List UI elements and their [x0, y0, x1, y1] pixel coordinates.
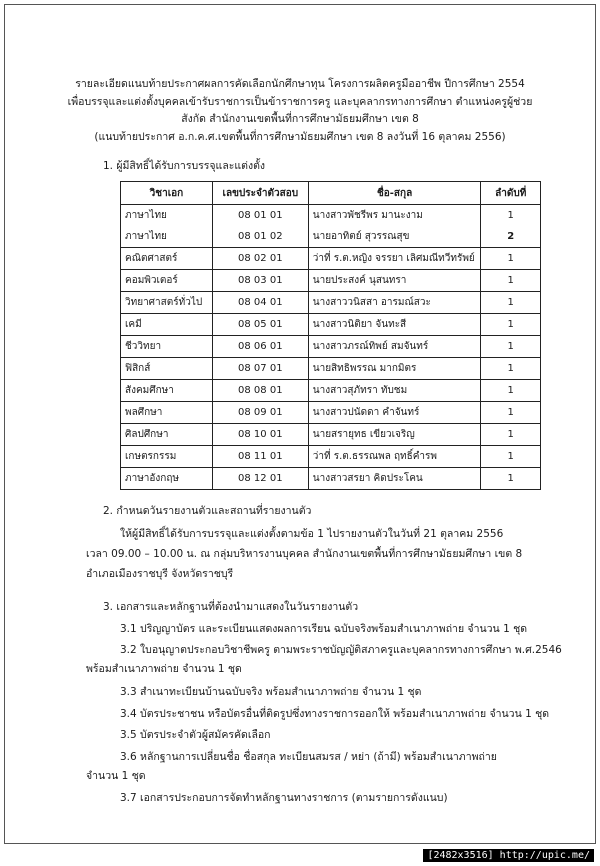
table-row — [121, 358, 541, 380]
cell-order: 1 — [481, 270, 541, 292]
table-row — [121, 336, 541, 358]
cell-name: นายประสงค์ นุสนทรา — [308, 270, 481, 292]
cell-name: นางสาวนิติยา จันทะสี — [308, 314, 481, 336]
cell-name: นางสาวภรณ์ทิพย์ สมจันทร์ — [308, 336, 481, 358]
table-row — [121, 226, 541, 248]
cell-subject: ชีววิทยา — [121, 336, 213, 358]
cell-subject: เคมี — [121, 314, 213, 336]
section-2-line-1: ให้ผู้มีสิทธิ์ได้รับการบรรจุและแต่งตั้งตามข้อ 1 ไปรายงานตัวในวันที่ 21 ตุลาคม 2556 — [120, 528, 504, 540]
cell-name: นางสาววนิสสา อารมณ์สวะ — [308, 292, 481, 314]
cell-name: นางสาวสุภัทรา ทับชม — [308, 380, 481, 402]
cell-subject: ภาษาไทย — [121, 226, 213, 248]
item-3-2-line-1: 3.2 ใบอนุญาตประกอบวิชาชีพครู ตามพระราชบัญญัติสภาครูและบุคลากรทางการศึกษา พ.ศ.2546 — [120, 644, 562, 656]
item-3-5: 3.5 บัตรประจำตัวผู้สมัครคัดเลือก — [120, 729, 271, 741]
table-row — [121, 248, 541, 270]
header-line-4: (แนบท้ายประกาศ อ.ก.ค.ศ.เขตพื้นที่การศึกษามัธยมศึกษา เขต 8 ลงวันที่ 16 ตุลาคม 2556) — [94, 130, 506, 143]
cell-exam-id: 08 11 01 — [212, 446, 308, 468]
cell-order: 1 — [481, 248, 541, 270]
cell-order: 1 — [481, 358, 541, 380]
cell-order: 1 — [481, 380, 541, 402]
header-line-3: สังกัด สำนักงานเขตพื้นที่การศึกษามัธยมศึกษา เขต 8 — [181, 113, 419, 125]
cell-exam-id: 08 05 01 — [212, 314, 308, 336]
cell-exam-id: 08 08 01 — [212, 380, 308, 402]
cell-subject: สังคมศึกษา — [121, 380, 213, 402]
table-row — [121, 402, 541, 424]
cell-exam-id: 08 03 01 — [212, 270, 308, 292]
header-line-2: เพื่อบรรจุและแต่งตั้งบุคคลเข้ารับราชการเป็นข้าราชการครู และบุคลากรทางการศึกษา ตำแหน่งครูผู้ช่วย — [67, 95, 533, 108]
item-3-2-line-2: พร้อมสำเนาภาพถ่าย จำนวน 1 ชุด — [86, 663, 242, 675]
cell-exam-id: 08 12 01 — [212, 468, 308, 490]
column-header-order: ลำดับที่ — [481, 182, 541, 205]
column-header-subject: วิชาเอก — [121, 182, 213, 205]
item-3-6-line-1: 3.6 หลักฐานการเปลี่ยนชื่อ ชื่อสกุล ทะเบียนสมรส / หย่า (ถ้ามี) พร้อมสำเนาภาพถ่าย — [120, 751, 497, 763]
column-header-name: ชื่อ-สกุล — [308, 182, 481, 205]
table-row — [121, 205, 541, 227]
cell-exam-id: 08 01 02 — [212, 226, 308, 248]
cell-order: 1 — [481, 468, 541, 490]
cell-exam-id: 08 01 01 — [212, 205, 308, 227]
cell-order: 2 — [481, 226, 541, 248]
section-3-title: 3. เอกสารและหลักฐานที่ต้องนำมาแสดงในวันรายงานตัว — [103, 601, 359, 613]
column-header-exam-id: เลขประจำตัวสอบ — [212, 182, 308, 205]
cell-name: ว่าที่ ร.ต.ธรรณพล ฤทธิ์คำรพ — [308, 446, 481, 468]
cell-subject: เกษตรกรรม — [121, 446, 213, 468]
cell-subject: พลศึกษา — [121, 402, 213, 424]
table-row — [121, 314, 541, 336]
cell-name: นางสาวพัชรีพร มานะงาม — [308, 205, 481, 227]
table-header-row — [121, 182, 541, 205]
cell-subject: คณิตศาสตร์ — [121, 248, 213, 270]
header-line-1: รายละเอียดแนบท้ายประกาศผลการคัดเลือกนักศึกษาทุน โครงการผลิตครูมืออาชีพ ปีการศึกษา 2554 — [75, 78, 525, 90]
cell-order: 1 — [481, 402, 541, 424]
cell-name: ว่าที่ ร.ต.หญิง จรรยา เลิศมณีทวีทรัพย์ — [308, 248, 481, 270]
item-3-4: 3.4 บัตรประชาชน หรือบัตรอื่นที่ติดรูปซึ่งทางราชการออกให้ พร้อมสำเนาภาพถ่าย จำนวน 1 ชุด — [120, 708, 550, 720]
cell-order: 1 — [481, 314, 541, 336]
cell-order: 1 — [481, 205, 541, 227]
cell-subject: วิทยาศาสตร์ทั่วไป — [121, 292, 213, 314]
section-2-line-3: อำเภอเมืองราชบุรี จังหวัดราชบุรี — [86, 568, 234, 580]
cell-order: 1 — [481, 446, 541, 468]
section-2-line-2: เวลา 09.00 – 10.00 น. ณ กลุ่มบริหารงานบุคคล สำนักงานเขตพื้นที่การศึกษามัธยมศึกษา เขต 8 — [86, 548, 523, 560]
cell-name: นายสิทธิพรรณ มากมิตร — [308, 358, 481, 380]
table-row — [121, 468, 541, 490]
cell-subject: ภาษาอังกฤษ — [121, 468, 213, 490]
section-2-title: 2. กำหนดวันรายงานตัวและสถานที่รายงานตัว — [103, 505, 312, 517]
cell-subject: คอมพิวเตอร์ — [121, 270, 213, 292]
cell-name: นางสาวปนัดดา คำจันทร์ — [308, 402, 481, 424]
cell-exam-id: 08 02 01 — [212, 248, 308, 270]
cell-subject: ภาษาไทย — [121, 205, 213, 227]
document-header — [0, 76, 600, 146]
item-3-3: 3.3 สำเนาทะเบียนบ้านฉบับจริง พร้อมสำเนาภาพถ่าย จำนวน 1 ชุด — [120, 686, 422, 698]
table-row — [121, 424, 541, 446]
cell-subject: ศิลปศึกษา — [121, 424, 213, 446]
cell-exam-id: 08 04 01 — [212, 292, 308, 314]
table-row — [121, 380, 541, 402]
cell-exam-id: 08 10 01 — [212, 424, 308, 446]
cell-name: นางสาวสรยา คิดประโคน — [308, 468, 481, 490]
cell-subject: ฟิสิกส์ — [121, 358, 213, 380]
cell-order: 1 — [481, 292, 541, 314]
cell-exam-id: 08 06 01 — [212, 336, 308, 358]
cell-name: นายสรายุทธ เขียวเจริญ — [308, 424, 481, 446]
table-row — [121, 446, 541, 468]
image-source-watermark: [2482x3516] http://upic.me/ — [423, 849, 594, 862]
cell-order: 1 — [481, 424, 541, 446]
item-3-7: 3.7 เอกสารประกอบการจัดทำหลักฐานทางราชการ (ตามรายการดังแนบ) — [120, 792, 448, 804]
appointees-table — [120, 181, 541, 490]
cell-name: นายอาทิตย์ สุวรรณสุข — [308, 226, 481, 248]
item-3-6-line-2: จำนวน 1 ชุด — [86, 770, 146, 782]
cell-exam-id: 08 07 01 — [212, 358, 308, 380]
item-3-1: 3.1 ปริญญาบัตร และระเบียนแสดงผลการเรียน ฉบับจริงพร้อมสำเนาภาพถ่าย จำนวน 1 ชุด — [120, 623, 528, 635]
section-1-title: 1. ผู้มีสิทธิ์ได้รับการบรรจุและแต่งตั้ง — [103, 160, 266, 172]
table-row — [121, 270, 541, 292]
cell-order: 1 — [481, 336, 541, 358]
cell-exam-id: 08 09 01 — [212, 402, 308, 424]
table-row — [121, 292, 541, 314]
